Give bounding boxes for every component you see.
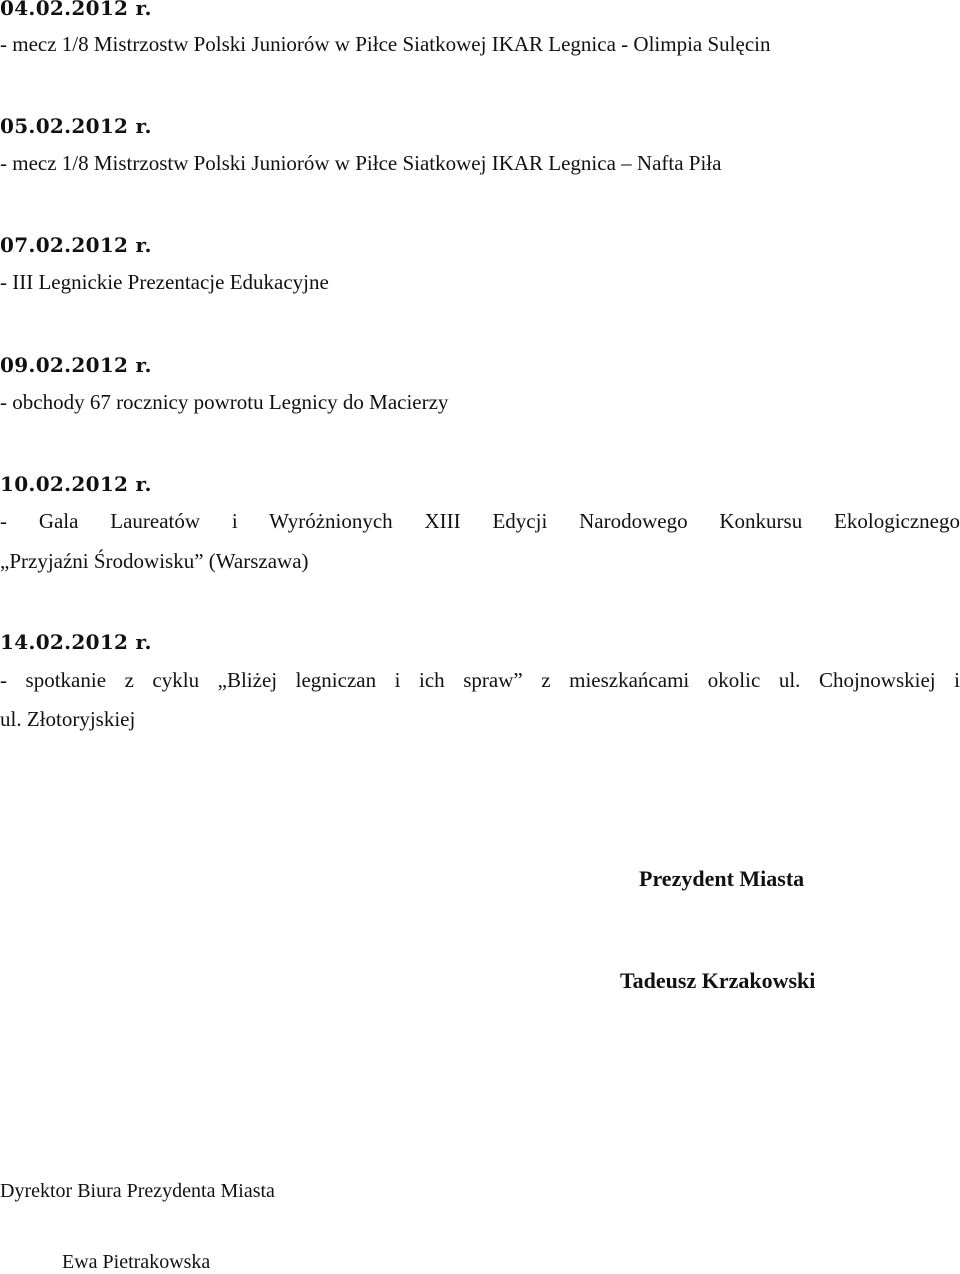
- entry-description: - spotkanie z cyklu „Bliżej legniczan i ich spraw” z mieszkańcami okolic ul. Chojnowskiej i: [0, 668, 960, 692]
- entry-description: - mecz 1/8 Mistrzostw Polski Juniorów w Piłce Siatkowej IKAR Legnica - Olimpia Sulęcin: [0, 32, 771, 56]
- entry-description-continued: „Przyjaźni Środowisku” (Warszawa): [0, 549, 309, 573]
- signature-title: Prezydent Miasta: [639, 866, 805, 891]
- entry-description: - III Legnickie Prezentacje Edukacyjne: [0, 270, 329, 294]
- entry-description: - mecz 1/8 Mistrzostw Polski Juniorów w Piłce Siatkowej IKAR Legnica – Nafta Piła: [0, 151, 722, 175]
- footer-title: Dyrektor Biura Prezydenta Miasta: [0, 1180, 275, 1202]
- entry-description: - obchody 67 rocznicy powrotu Legnicy do Macierzy: [0, 390, 449, 414]
- entry-description: - Gala Laureatów i Wyróżnionych XIII Edycji Narodowego Konkursu Ekologicznego: [0, 509, 960, 533]
- signature-name: Tadeusz Krzakowski: [620, 968, 816, 993]
- entry-description-continued: ul. Złotoryjskiej: [0, 707, 136, 731]
- entry-date: 10.02.2012 r.: [0, 472, 152, 496]
- entry-date: 05.02.2012 r.: [0, 114, 152, 138]
- entry-date: 07.02.2012 r.: [0, 233, 152, 257]
- entry-date: 04.02.2012 r.: [0, 0, 152, 20]
- footer-name: Ewa Pietrakowska: [62, 1251, 211, 1273]
- entry-date: 14.02.2012 r.: [0, 630, 152, 654]
- entry-date: 09.02.2012 r.: [0, 353, 152, 377]
